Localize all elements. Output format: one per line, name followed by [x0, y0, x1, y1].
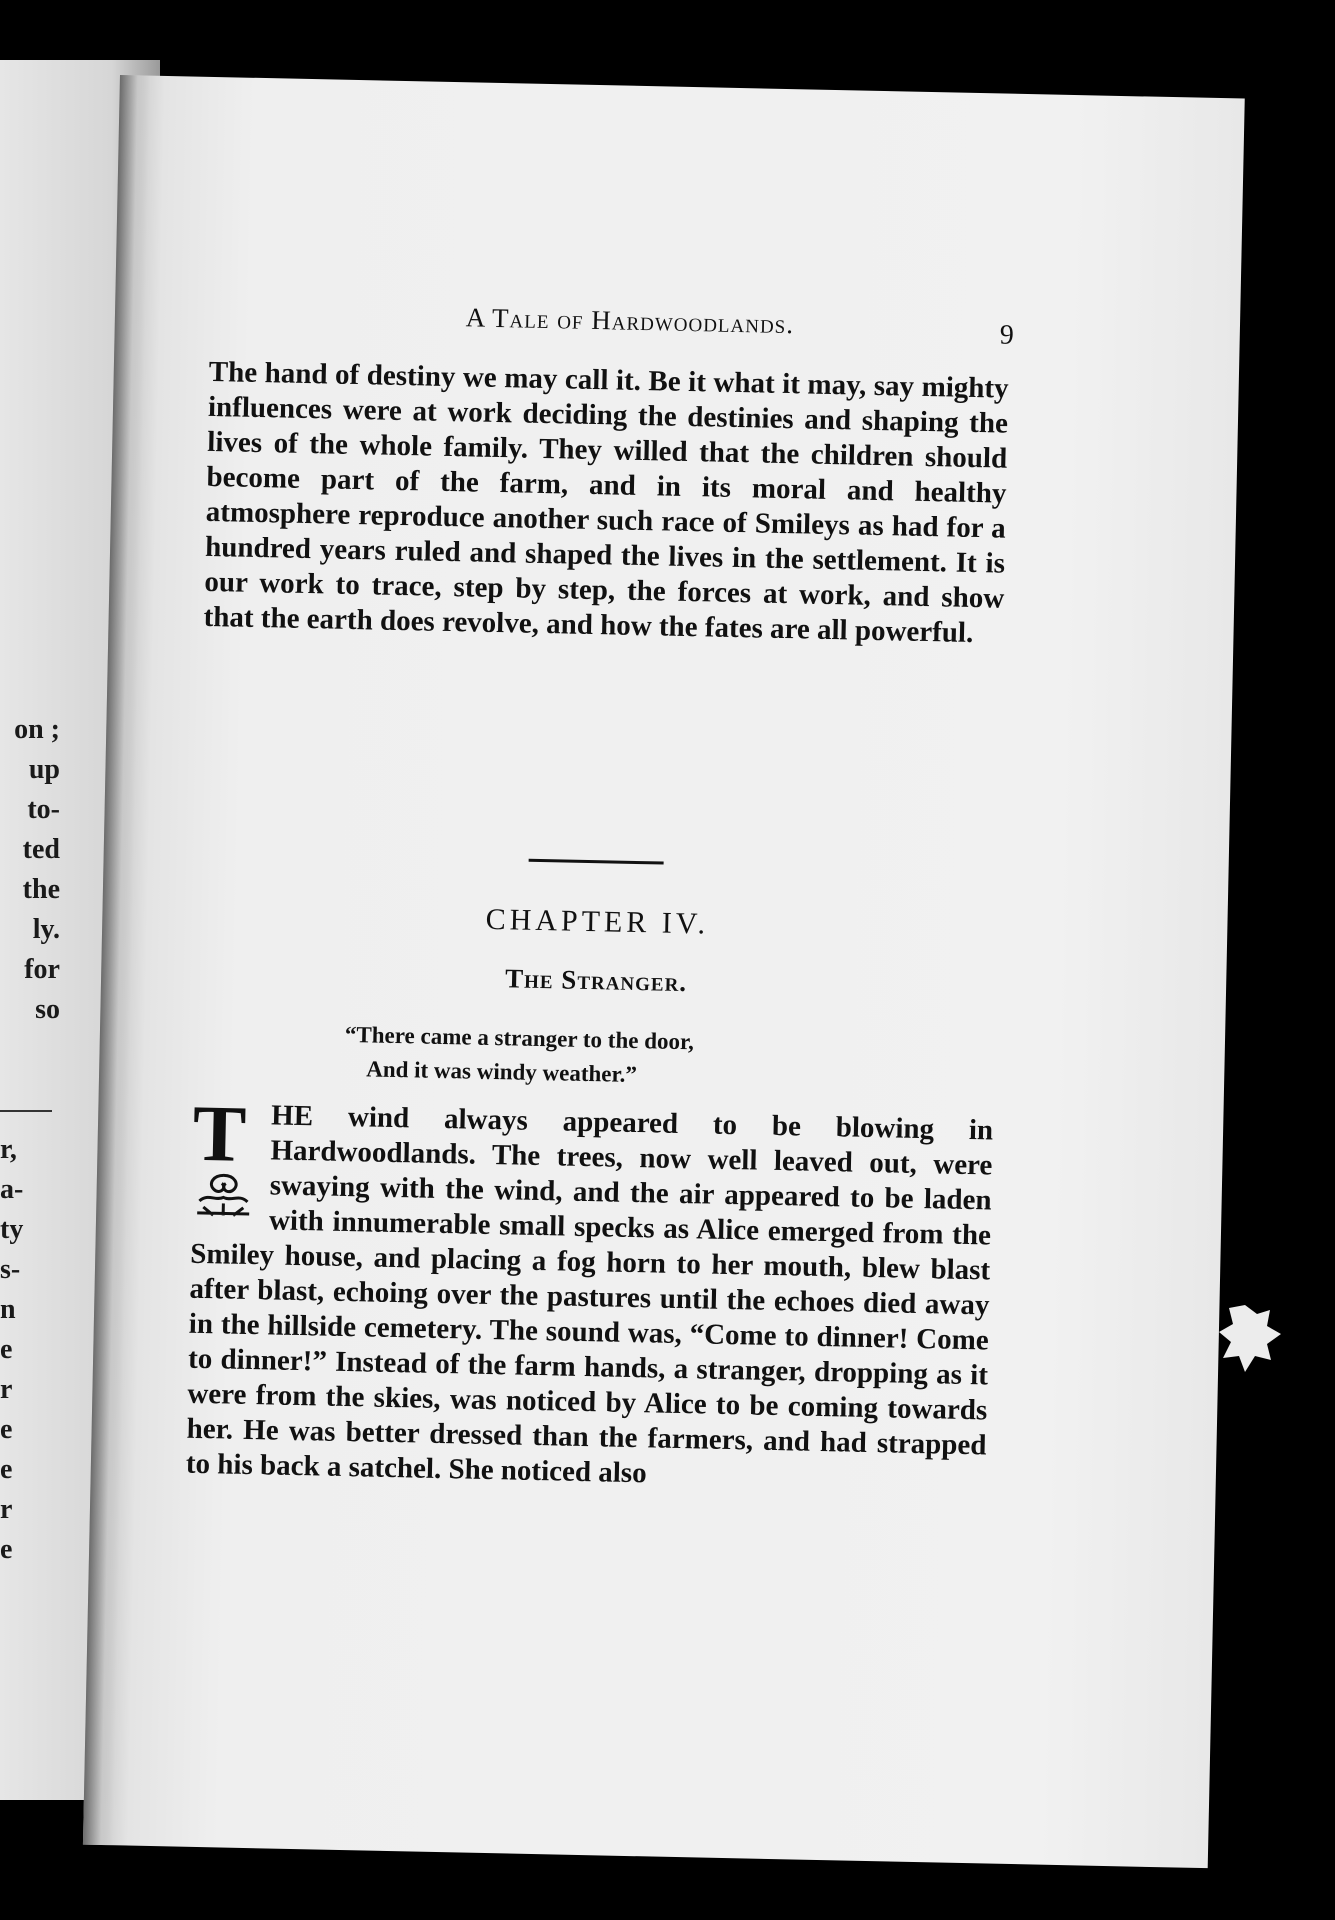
left-fragment: e — [0, 1534, 13, 1565]
epigraph-line-1: “There came a stranger to the door, — [344, 1021, 695, 1055]
left-fragment: up — [28, 754, 60, 785]
left-fragment: e — [0, 1454, 13, 1485]
paragraph-1: The hand of destiny we may call it. Be it what it may, say mighty influences were at work deciding the destinies and shaping the lives of the whole family. They willed that the children should become part of the farm, and in its moral and healthy atmosphere reproduce another such race of Smileys as had for a hundred years ruled and shaped the lives in the settlement. It is our work to trace, step by step, the forces at work, and show that the earth does revolve, and how the fates are all powerful. — [203, 355, 1009, 649]
left-fragment: a- — [0, 1174, 24, 1205]
left-fragment: e — [0, 1414, 13, 1445]
page-number: 9 — [999, 319, 1015, 351]
left-fragment: so — [35, 994, 60, 1025]
drop-cap-letter: T — [191, 1089, 248, 1179]
chapter-subtitle: The Stranger. — [504, 963, 688, 998]
left-fragment: r, — [0, 1134, 17, 1165]
left-fragment: the — [22, 874, 60, 905]
chapter-title: CHAPTER IV. — [485, 902, 710, 941]
left-page-fragments-top — [0, 710, 60, 1030]
left-fragment: ly. — [32, 914, 60, 945]
left-fragment: on ; — [14, 714, 60, 745]
left-fragment: s- — [0, 1254, 21, 1285]
left-fragment: ted — [22, 834, 60, 865]
left-fragment: r — [0, 1374, 13, 1405]
running-head: A Tale of Hardwoodlands. — [465, 302, 795, 340]
ornament-icon — [193, 1171, 254, 1220]
right-page — [83, 75, 1245, 1868]
epigraph — [344, 1018, 825, 1096]
left-fragment: n — [0, 1294, 16, 1325]
paragraph-2: HE wind always appeared to be blowing in Hardwoodlands. The trees, now well leaved out, were swaying with the wind, and the air appeared to be laden with innumerable small specks as Alice emerged from the Smiley house, and placing a fog horn to her mouth, blew blast after blast, echoing over the pastures until the echoes died away in the hillside cemetery. The sound was, “Come to dinner! Come to dinner!” Instead of the farm hands, a stranger, dropping as it were from the skies, was noticed by Alice to be coming towards her. He was better dressed than the farmers, and had strapped to his back a satchel. She noticed also — [185, 1099, 994, 1490]
epigraph-line-2: And it was windy weather.” — [365, 1056, 638, 1088]
section-rule — [529, 859, 664, 865]
page-content — [185, 297, 1015, 1490]
paragraph-2-container — [185, 1089, 994, 1499]
paper-blemish-icon — [1215, 1300, 1285, 1380]
left-page-fragments-bottom — [0, 1130, 40, 1570]
left-fragment: e — [0, 1334, 13, 1365]
left-fragment: to- — [27, 794, 60, 825]
left-fragment: for — [24, 954, 60, 985]
left-fragment: ty — [0, 1214, 24, 1245]
left-page-rule — [0, 1110, 52, 1112]
drop-cap — [191, 1089, 261, 1220]
left-fragment: r — [0, 1494, 13, 1525]
